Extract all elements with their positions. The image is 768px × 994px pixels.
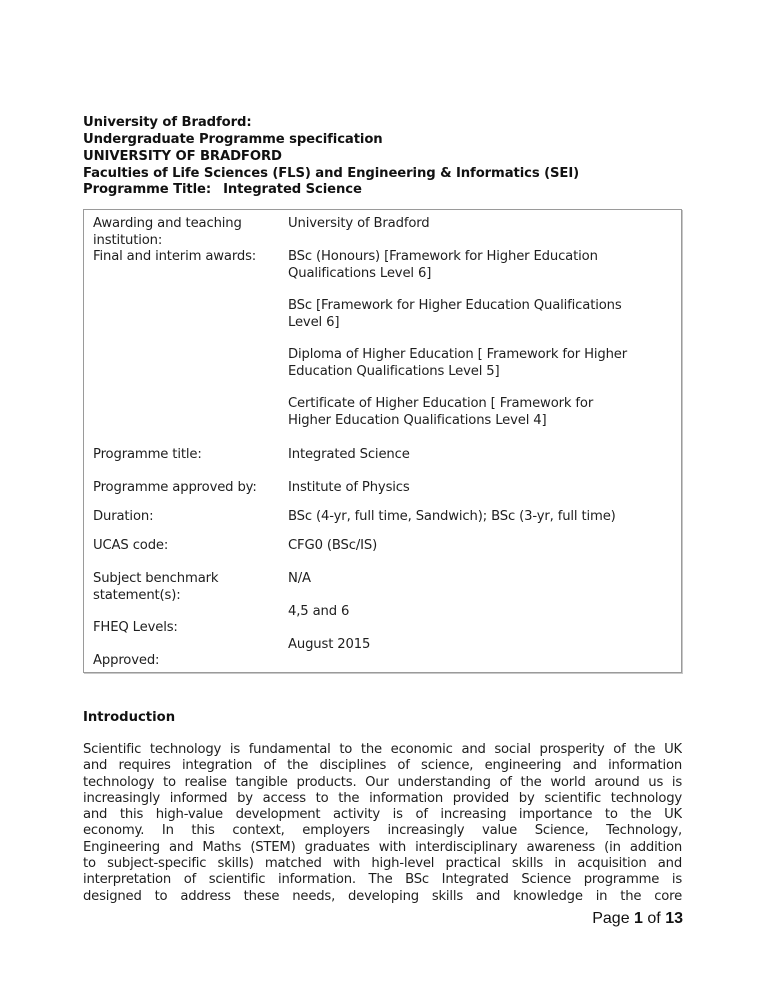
- value-line: Level 6]: [288, 314, 340, 330]
- value-award-certificate: [288, 396, 680, 429]
- paragraph-line: increasingly informed by access to the information provided by scientific technology: [83, 790, 682, 806]
- page-word: Page: [592, 910, 630, 927]
- paragraph-line: designed to address these needs, developing skills and knowledge in the core: [83, 888, 682, 904]
- label-ucas-code: UCAS code:: [93, 538, 169, 553]
- value-ucas-code: CFG0 (BSc/IS): [288, 538, 378, 553]
- institution-name: UNIVERSITY OF BRADFORD: [83, 149, 282, 164]
- label-line: institution:: [93, 232, 163, 248]
- introduction-heading: Introduction: [83, 710, 176, 725]
- label-line: Awarding and teaching: [93, 216, 242, 231]
- label-line: Subject benchmark: [93, 571, 219, 586]
- faculties-heading: Faculties of Life Sciences (FLS) and Engineering & Informatics (SEI): [83, 165, 580, 181]
- programme-heading-block: [83, 149, 579, 199]
- value-line: Qualifications Level 6]: [288, 265, 432, 281]
- document-title-block: [83, 115, 383, 148]
- value-approved: August 2015: [288, 637, 371, 652]
- label-awarding-institution: [93, 216, 313, 249]
- value-line: Diploma of Higher Education [ Framework for Higher: [288, 347, 628, 362]
- value-award-diploma: [288, 347, 680, 380]
- paragraph-line: and this high-value development activity is of increasing importance to the UK: [83, 807, 682, 823]
- label-awards: Final and interim awards:: [93, 249, 257, 264]
- value-line: Higher Education Qualifications Level 4]: [288, 412, 547, 428]
- paragraph-line: interpretation of scientific information. The BSc Integrated Science programme is: [83, 872, 682, 888]
- label-fheq-levels: FHEQ Levels:: [93, 620, 178, 635]
- paragraph-line: Engineering and Maths (STEM) graduates with interdisciplinary awareness (in addition: [83, 839, 682, 855]
- value-line: Certificate of Higher Education [ Framework for: [288, 396, 594, 411]
- label-line: statement(s):: [93, 587, 181, 603]
- label-subject-benchmark: [93, 571, 313, 604]
- spec-heading: Undergraduate Programme specification: [83, 131, 383, 147]
- current-page-number: 1: [634, 910, 643, 927]
- value-line: BSc (Honours) [Framework for Higher Education: [288, 249, 598, 264]
- value-fheq-levels: 4,5 and 6: [288, 604, 350, 619]
- value-award-honours: [288, 249, 680, 282]
- label-programme-title: Programme title:: [93, 447, 202, 462]
- of-word: of: [647, 910, 661, 927]
- programme-title-label: Programme Title:: [83, 182, 212, 197]
- paragraph-line: technology to realise tangible products. Our understanding of the world around us is: [83, 774, 682, 790]
- label-duration: Duration:: [93, 509, 154, 524]
- programme-title-heading: [83, 182, 579, 199]
- label-approved-by: Programme approved by:: [93, 480, 257, 495]
- paragraph-line: to subject-specific skills) matched with high-level practical skills in acquisition and: [83, 856, 682, 872]
- value-line: Education Qualifications Level 5]: [288, 363, 500, 379]
- value-programme-title: Integrated Science: [288, 447, 410, 462]
- paragraph-line: economy. In this context, employers increasingly value Science, Technology,: [83, 823, 682, 839]
- value-awarding-institution: University of Bradford: [288, 216, 430, 231]
- total-pages: 13: [665, 910, 683, 927]
- paragraph-line: and requires integration of the disciplines of science, engineering and information: [83, 758, 682, 774]
- label-approved: Approved:: [93, 653, 160, 668]
- programme-title-value: Integrated Science: [223, 182, 362, 197]
- value-subject-benchmark: N/A: [288, 571, 311, 586]
- value-duration: BSc (4-yr, full time, Sandwich); BSc (3-yr, full time): [288, 509, 616, 524]
- value-line: BSc [Framework for Higher Education Qualifications: [288, 298, 622, 313]
- programme-info-table: [83, 209, 682, 673]
- introduction-paragraph: [83, 742, 682, 905]
- value-award-bsc: [288, 298, 680, 331]
- university-heading: University of Bradford:: [83, 115, 252, 130]
- page-number-footer: [592, 910, 683, 928]
- paragraph-line: Scientific technology is fundamental to the economic and social prosperity of the UK: [83, 742, 682, 757]
- value-approved-by: Institute of Physics: [288, 480, 410, 495]
